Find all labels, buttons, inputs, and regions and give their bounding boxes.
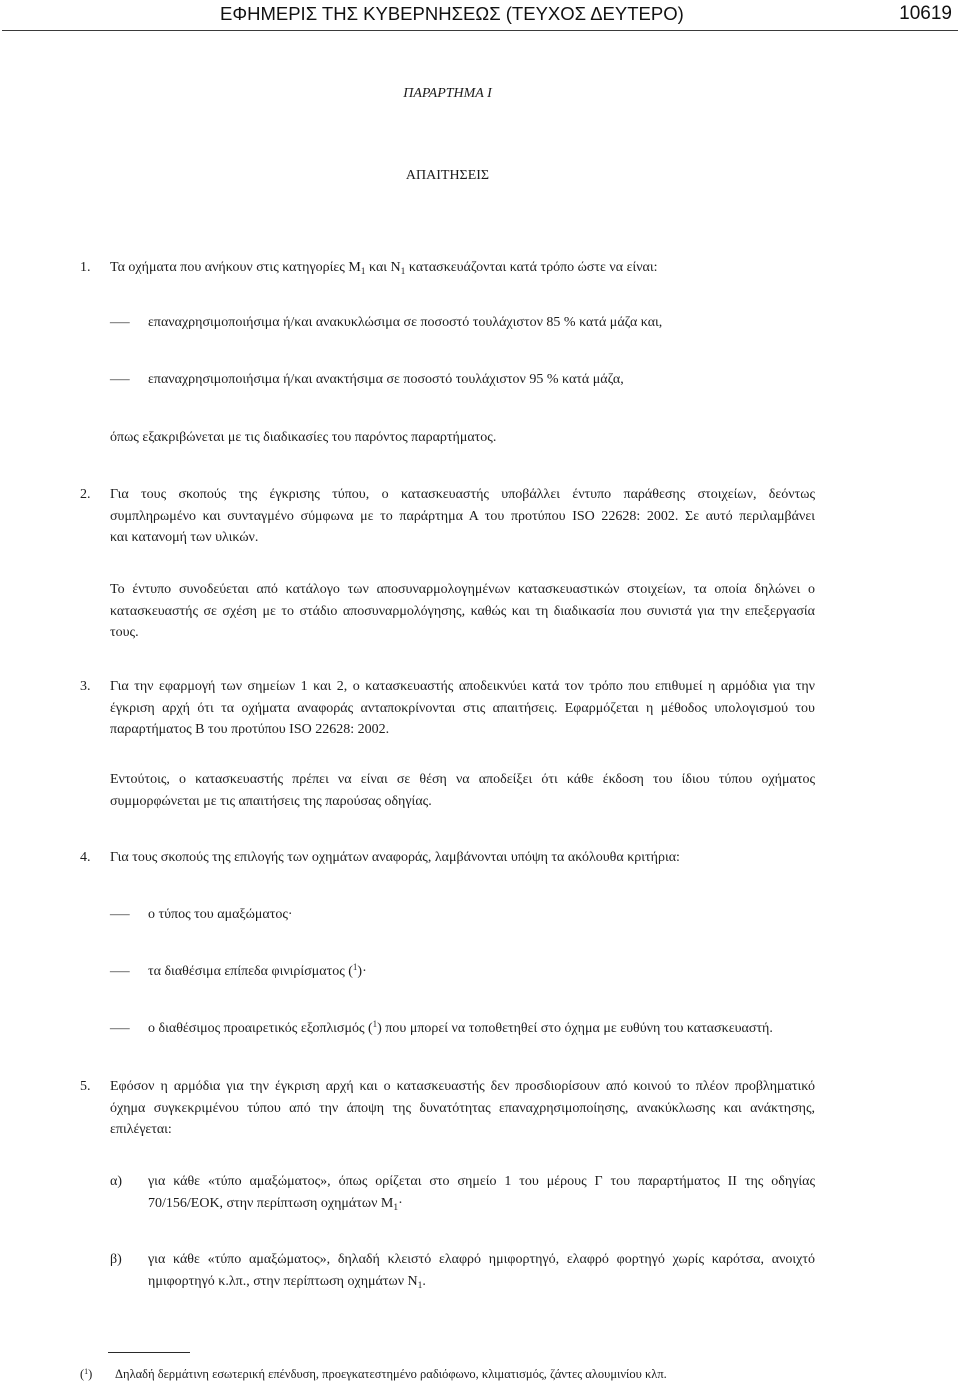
text-line: επαναχρησιμοποιήσιμα ή/και ανακτήσιμα σε ποσοστό τουλάχιστον 95 % κατά μάζα,: [148, 372, 624, 387]
dash-marker: —: [110, 964, 130, 979]
text-line: παραρτήματος Β του προτύπου ISO 22628: 2002.: [110, 722, 390, 737]
text-line: Για τους σκοπούς της επιλογής των οχημάτων αναφοράς, λαμβάνονται υπόψη τα ακόλουθα κριτήρια:: [110, 850, 680, 865]
footnote-marker: ($^1$): [80, 1367, 93, 1381]
text-line: κατασκευαστής σε σχέση με το στάδιο αποσυναρμολόγησης, καθώς και τη διαδικασία που συνιστά για την επεξεργασία: [110, 603, 815, 619]
footnote-ref: 1: [372, 1019, 378, 1029]
text-line: έγκριση αρχή ότι τα οχήματα αναφοράς ανταποκρίνονται στις απαιτήσεις. Εφαρμόζεται η μέθοδος υπολογισμού του: [110, 700, 815, 716]
subitem-label: α): [110, 1174, 122, 1189]
item-number: 1.: [80, 260, 91, 275]
text-line: Για την εφαρμογή των σημείων 1 και 2, ο κατασκευαστής αποδεικνύει κατά τον τρόπο που επιθυμεί η αρμόδια για την: [110, 679, 815, 694]
bullet-text: [148, 1018, 815, 1040]
dash-marker: —: [110, 372, 130, 387]
text-run: τα διαθέσιμα επίπεδα φινιρίσματος (: [148, 964, 353, 979]
text-line: [148, 1271, 815, 1293]
text-run: ο διαθέσιμος προαιρετικός εξοπλισμός (: [148, 1021, 373, 1036]
item-text: [110, 484, 815, 549]
item-text: [110, 579, 815, 644]
footnote-text: Δηλαδή δερμάτινη εσωτερική επένδυση, προεγκατεστημένο ραδιόφωνο, κλιματισμός, ζάντες αλουμινίου κλπ.: [115, 1367, 667, 1381]
page-number: 10619: [899, 3, 952, 24]
item-text: [110, 1076, 815, 1141]
text-line: τους.: [110, 625, 139, 640]
item-number: 2.: [80, 487, 91, 502]
gazette-title: ΕΦΗΜΕΡΙΣ ΤΗΣ ΚΥΒΕΡΝΗΣΕΩΣ (ΤΕΥΧΟΣ ΔΕΥΤΕΡΟ): [220, 3, 684, 24]
header-rule: [2, 30, 958, 31]
item-text: [110, 769, 815, 812]
item-text: [110, 676, 815, 741]
footnote-ref: 1: [352, 962, 358, 972]
text-run: .: [422, 1273, 426, 1289]
text-run: ημιφορτηγό κ.λπ., στην περίπτωση οχημάτων N: [148, 1273, 418, 1289]
text-line: όπως εξακριβώνεται με τις διαδικασίες του παρόντος παραρτήματος.: [110, 430, 497, 445]
subitem-text: [148, 1249, 815, 1292]
subitem-label: β): [110, 1252, 122, 1267]
text-run: ) που μπορεί να τοποθετηθεί στο όχημα με ευθύνη του κατασκευαστή.: [377, 1021, 773, 1036]
text-line: Για τους σκοπούς της έγκρισης τύπου, ο κατασκευαστής υποβάλλει έντυπο παράθεσης στοιχείων, δεόντως: [110, 487, 815, 502]
text-line: Εφόσον η αρμόδια για την έγκριση αρχή και ο κατασκευαστής δεν προσδιορίσουν από κοινού το πλέον προβληματικό: [110, 1079, 815, 1094]
subitem-text: [148, 1171, 815, 1214]
text-line: Εντούτοις, ο κατασκευαστής πρέπει να είναι σε θέση να αποδείξει ότι κάθε έκδοση του ίδιου τύπου οχήματος: [110, 772, 815, 787]
dash-marker: —: [110, 907, 130, 922]
text-run: 70/156/ΕΟΚ, στην περίπτωση οχημάτων M: [148, 1195, 394, 1211]
item-number: 3.: [80, 679, 91, 694]
item-number: 4.: [80, 850, 91, 865]
text-line: και κατανομή των υλικών.: [110, 530, 259, 545]
item-number: 5.: [80, 1079, 91, 1094]
text-line: [148, 1018, 815, 1040]
text-line: για κάθε «τύπο αμαξώματος», δηλαδή κλειστό ελαφρό ημιφορτηγό, ελαφρό φορτηγό χωρίς καρότσα, ανοιχτό: [148, 1252, 815, 1267]
text-line: [148, 961, 815, 983]
text-line: Το έντυπο συνοδεύεται από κατάλογο των αποσυναρμολογημένων κατασκευαστικών στοιχείων, τα οποία δηλώνει ο: [110, 582, 815, 597]
text-line: [148, 1193, 815, 1215]
text-line: [110, 257, 815, 279]
bullet-text: [148, 904, 815, 926]
annex-heading: ΑΠΑΙΤΗΣΕΙΣ: [405, 167, 490, 183]
bullet-text: [148, 961, 815, 983]
subscript: 1: [417, 1280, 423, 1291]
text-run: ·: [398, 1195, 403, 1211]
text-line: για κάθε «τύπο αμαξώματος», όπως ορίζεται στο σημείο 1 του μέρους Γ του παραρτήματος II της οδηγίας: [148, 1174, 815, 1189]
subscript: 1: [360, 267, 366, 277]
dash-marker: —: [110, 315, 130, 330]
subscript: 1: [400, 267, 406, 277]
text-run: κατασκευάζονται κατά τρόπο ώστε να είναι:: [405, 260, 658, 275]
text-line: συμμορφώνεται με τις απαιτήσεις της παρούσας οδηγίας.: [110, 793, 432, 809]
footnote-separator: [108, 1352, 190, 1353]
item-text: [110, 427, 815, 449]
item-text: [110, 847, 815, 869]
text-run: και N: [365, 260, 401, 275]
subscript: 1: [393, 1202, 399, 1213]
dash-marker: —: [110, 1021, 130, 1036]
text-line: όχημα συγκεκριμένου τύπου από την άποψη της δυνατότητας επαναχρησιμοποίησης, ανακύκλωσης και ανάκτησης,: [110, 1100, 815, 1116]
bullet-text: [148, 312, 815, 334]
item-text: [110, 257, 815, 279]
annex-title: ΠΑΡΑΡΤΗΜΑ I: [403, 85, 492, 101]
text-run: )·: [357, 964, 367, 979]
text-line: επιλέγεται:: [110, 1122, 172, 1137]
text-run: Τα οχήματα που ανήκουν στις κατηγορίες M: [110, 260, 361, 275]
text-line: συμπληρωμένο και συνταγμένο σύμφωνα με το παράρτημα Α του προτύπου ISO 22628: 2002. Σε αυτό περιλαμβάνει: [110, 508, 815, 524]
text-line: ο τύπος του αμαξώματος·: [148, 907, 293, 922]
text-line: επαναχρησιμοποιήσιμα ή/και ανακυκλώσιμα σε ποσοστό τουλάχιστον 85 % κατά μάζα και,: [148, 315, 663, 330]
bullet-text: [148, 369, 815, 391]
